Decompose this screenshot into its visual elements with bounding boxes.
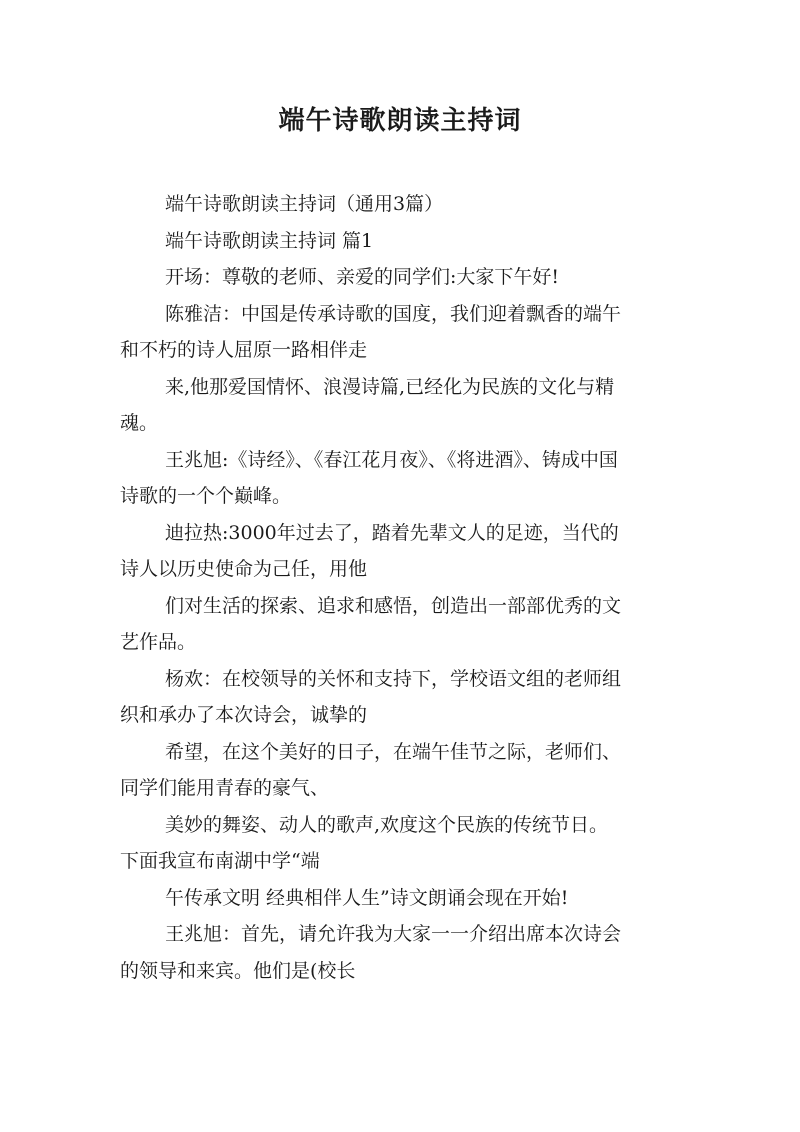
paragraph-line: 陈雅洁：中国是传承诗歌的国度，我们迎着飘香的端午: [165, 302, 622, 325]
paragraph: [120, 807, 686, 880]
paragraph-line: 端午诗歌朗读主持词 篇1: [165, 229, 374, 252]
paragraph-line: 的领导和来宾。他们是(校长: [120, 959, 356, 982]
paragraph: [120, 442, 686, 515]
paragraph-line: 们对生活的探索、追求和感悟，创造出一部部优秀的文: [165, 594, 622, 617]
paragraph-section-label: [120, 223, 686, 260]
paragraph-line: 诗歌的一个个巅峰。: [120, 485, 292, 507]
document-title: 端午诗歌朗读主持词: [278, 106, 522, 136]
paragraph: [120, 588, 686, 661]
paragraph: [120, 916, 686, 989]
document-body: [120, 186, 686, 989]
paragraph: [120, 369, 686, 442]
paragraph-line: 杨欢：在校领导的关怀和支持下，学校语文组的老师组: [165, 667, 622, 690]
paragraph-line: 希望，在这个美好的日子，在端午佳节之际，老师们、: [165, 740, 622, 763]
paragraph: [120, 734, 686, 807]
paragraph: [120, 880, 686, 917]
paragraph-line: 王兆旭：首先，请允许我为大家一一介绍出席本次诗会: [165, 923, 622, 945]
paragraph-line: 魂。: [120, 412, 159, 434]
paragraph: [120, 661, 686, 734]
paragraph: [120, 515, 686, 588]
paragraph-line: 迪拉热:3000年过去了，踏着先辈文人的足迹，当代的: [165, 521, 619, 544]
paragraph-line: 来,他那爱国情怀、浪漫诗篇,已经化为民族的文化与精: [165, 375, 615, 398]
paragraph-line: 和不朽的诗人屈原一路相伴走: [120, 339, 368, 361]
paragraph-line: 端午诗歌朗读主持词（通用3篇）: [165, 193, 444, 215]
paragraph: [120, 296, 686, 369]
paragraph-line: 下面我宣布南湖中学“端: [120, 850, 320, 872]
paragraph-line: 午传承文明 经典相伴人生”诗文朗诵会现在开始!: [165, 886, 569, 909]
paragraph-line: 王兆旭:《诗经》、《春江花月夜》、《将进酒》、铸成中国: [165, 448, 618, 471]
paragraph-opening: [120, 259, 686, 296]
paragraph-line: 开场：尊敬的老师、亲爱的同学们:大家下午好!: [165, 266, 560, 288]
paragraph-heading: [120, 186, 686, 223]
paragraph-line: 织和承办了本次诗会，诚挚的: [120, 704, 368, 726]
paragraph-line: 同学们能用青春的豪气、: [120, 777, 330, 799]
paragraph-line: 美妙的舞姿、动人的歌声,欢度这个民族的传统节日。: [165, 813, 609, 836]
paragraph-line: 诗人以历史使命为己任，用他: [120, 558, 368, 580]
paragraph-line: 艺作品。: [120, 631, 197, 653]
